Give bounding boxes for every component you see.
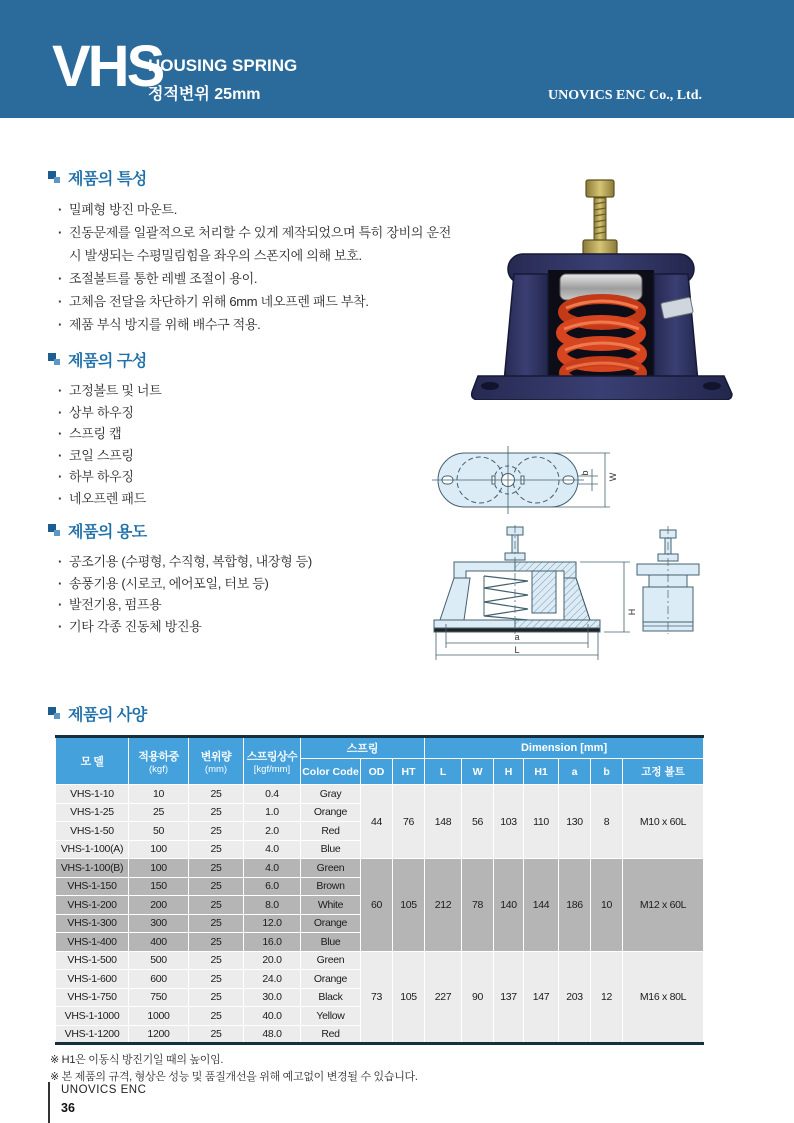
section-spec-head: [48, 702, 704, 725]
list-item: · 발전기용, 펌프용: [58, 594, 312, 616]
section-view-drawing: [424, 524, 714, 667]
table-row: VHS-1-200 200 25 8.0 White: [56, 896, 704, 915]
section-composition-head: [48, 348, 161, 371]
table-row: VHS-1-1000 1000 25 40.0 Yellow: [56, 1007, 704, 1026]
table-row: VHS-1-100(B) 100 25 4.0 Green 60 105 212 78 140 144 186 10 M12 x 60L: [56, 859, 704, 878]
list-item: · 공조기용 (수평형, 수직형, 복합형, 내장형 등): [58, 551, 312, 573]
col-header-load: 적용하중 (kgf): [129, 737, 189, 785]
list-item: · 고체음 전달을 차단하기 위해 6mm 네오프렌 패드 부착.: [58, 290, 460, 313]
section-spec-title: 제품의 사양: [68, 707, 147, 724]
table-row: VHS-1-750 750 25 30.0 Black: [56, 988, 704, 1007]
section-bullet-icon: [48, 353, 61, 366]
list-item: · 상부 하우징: [58, 402, 161, 424]
table-row: VHS-1-25 25 25 1.0 Orange: [56, 803, 704, 822]
spec-table: [55, 735, 704, 1045]
list-item: · 네오프렌 패드: [58, 488, 161, 510]
section-bullet-icon: [48, 524, 61, 537]
section-composition: [48, 348, 161, 509]
product-name-block: [148, 56, 297, 104]
list-item: · 스프링 캡: [58, 423, 161, 445]
col-header-h: H: [494, 759, 524, 785]
page-number: 36: [61, 1101, 75, 1115]
col-header-deflection: 변위량 (mm): [189, 737, 244, 785]
composition-list: [48, 380, 161, 509]
section-usage-head: [48, 519, 312, 542]
list-item: · 기타 각종 진동체 방진용: [58, 616, 312, 638]
col-header-bolt: 고정 볼트: [623, 759, 704, 785]
col-header-spring-rate: 스프링상수 [kgf/mm]: [244, 737, 301, 785]
list-item: · 송풍기용 (시로코, 에어포일, 터보 등): [58, 573, 312, 595]
usage-list: [48, 551, 312, 637]
adjust-bolt-illustration: [583, 180, 617, 255]
section-composition-title: 제품의 구성: [68, 353, 147, 370]
list-item: · 진동문제를 일괄적으로 처리할 수 있게 제작되었으며 특히 장비의 운전 시 발생되는 수평밀림힘을 좌우의 스폰지에 의해 보호.: [58, 221, 460, 267]
table-row: VHS-1-500 500 25 20.0 Green 73 105 227 90 137 147 203 12 M16 x 80L: [56, 951, 704, 970]
col-header-od: OD: [361, 759, 393, 785]
col-header-ht: HT: [393, 759, 425, 785]
page-footer: [48, 1082, 146, 1123]
col-header-l: L: [425, 759, 462, 785]
table-row: VHS-1-600 600 25 24.0 Orange: [56, 970, 704, 989]
col-header-h1: H1: [524, 759, 559, 785]
table-row: VHS-1-400 400 25 16.0 Blue: [56, 933, 704, 952]
group-header-dimension: Dimension [mm]: [425, 737, 704, 759]
col-header-color-code: Color Code: [301, 759, 361, 785]
section-features: [48, 166, 460, 336]
table-row: VHS-1-300 300 25 12.0 Orange: [56, 914, 704, 933]
table-row: VHS-1-1200 1200 25 48.0 Red: [56, 1025, 704, 1044]
footer-company: UNOVICS ENC: [61, 1084, 147, 1096]
table-row: VHS-1-150 150 25 6.0 Brown: [56, 877, 704, 896]
col-header-b: b: [591, 759, 623, 785]
features-list: [48, 198, 460, 336]
col-header-a: a: [559, 759, 591, 785]
product-subtitle: 정적변위 25mm: [148, 86, 261, 103]
table-row: VHS-1-50 50 25 2.0 Red: [56, 822, 704, 841]
list-item: · 코일 스프링: [58, 445, 161, 467]
section-usage: [48, 519, 312, 637]
list-item: · 밀폐형 방진 마운트.: [58, 198, 460, 221]
dim-label-a: a: [514, 632, 520, 642]
footnote: ※ 본 제품의 규격, 형상은 성능 및 품질개선을 위해 예고없이 변경될 수 있습니다.: [50, 1070, 418, 1083]
group-header-spring: 스프링: [301, 737, 425, 759]
dim-label-w: W: [608, 472, 618, 482]
header-band: [0, 0, 794, 118]
section-spec: [48, 702, 704, 1085]
section-bullet-icon: [48, 171, 61, 184]
col-header-model: 모 델: [56, 737, 129, 785]
product-name: HOUSING SPRING: [148, 56, 298, 75]
footnotes: [50, 1052, 704, 1085]
section-usage-title: 제품의 용도: [68, 524, 147, 541]
section-features-title: 제품의 특성: [68, 171, 147, 188]
footnote: ※ H1은 이동식 방진기일 때의 높이임.: [50, 1054, 224, 1066]
dim-label-b: b: [580, 470, 590, 476]
product-photo: [456, 170, 748, 405]
list-item: · 제품 부식 방지를 위해 배수구 적용.: [58, 313, 460, 336]
list-item: · 조절볼트를 통한 레벨 조절이 용이.: [58, 267, 460, 290]
section-features-head: [48, 166, 460, 189]
list-item: · 하부 하우징: [58, 466, 161, 488]
section-bullet-icon: [48, 707, 61, 720]
dim-label-h: H: [627, 608, 637, 616]
table-row: VHS-1-10 10 25 0.4 Gray 44 76 148 56 103 110 130 8 M10 x 60L: [56, 785, 704, 804]
table-row: VHS-1-100(A) 100 25 4.0 Blue: [56, 840, 704, 859]
col-header-w: W: [462, 759, 494, 785]
list-item: · 고정볼트 및 너트: [58, 380, 161, 402]
top-view-drawing: [432, 445, 620, 522]
dim-label-l: L: [514, 645, 520, 655]
product-code: VHS: [52, 34, 163, 99]
company-name: UNOVICS ENC Co., Ltd.: [547, 88, 702, 103]
